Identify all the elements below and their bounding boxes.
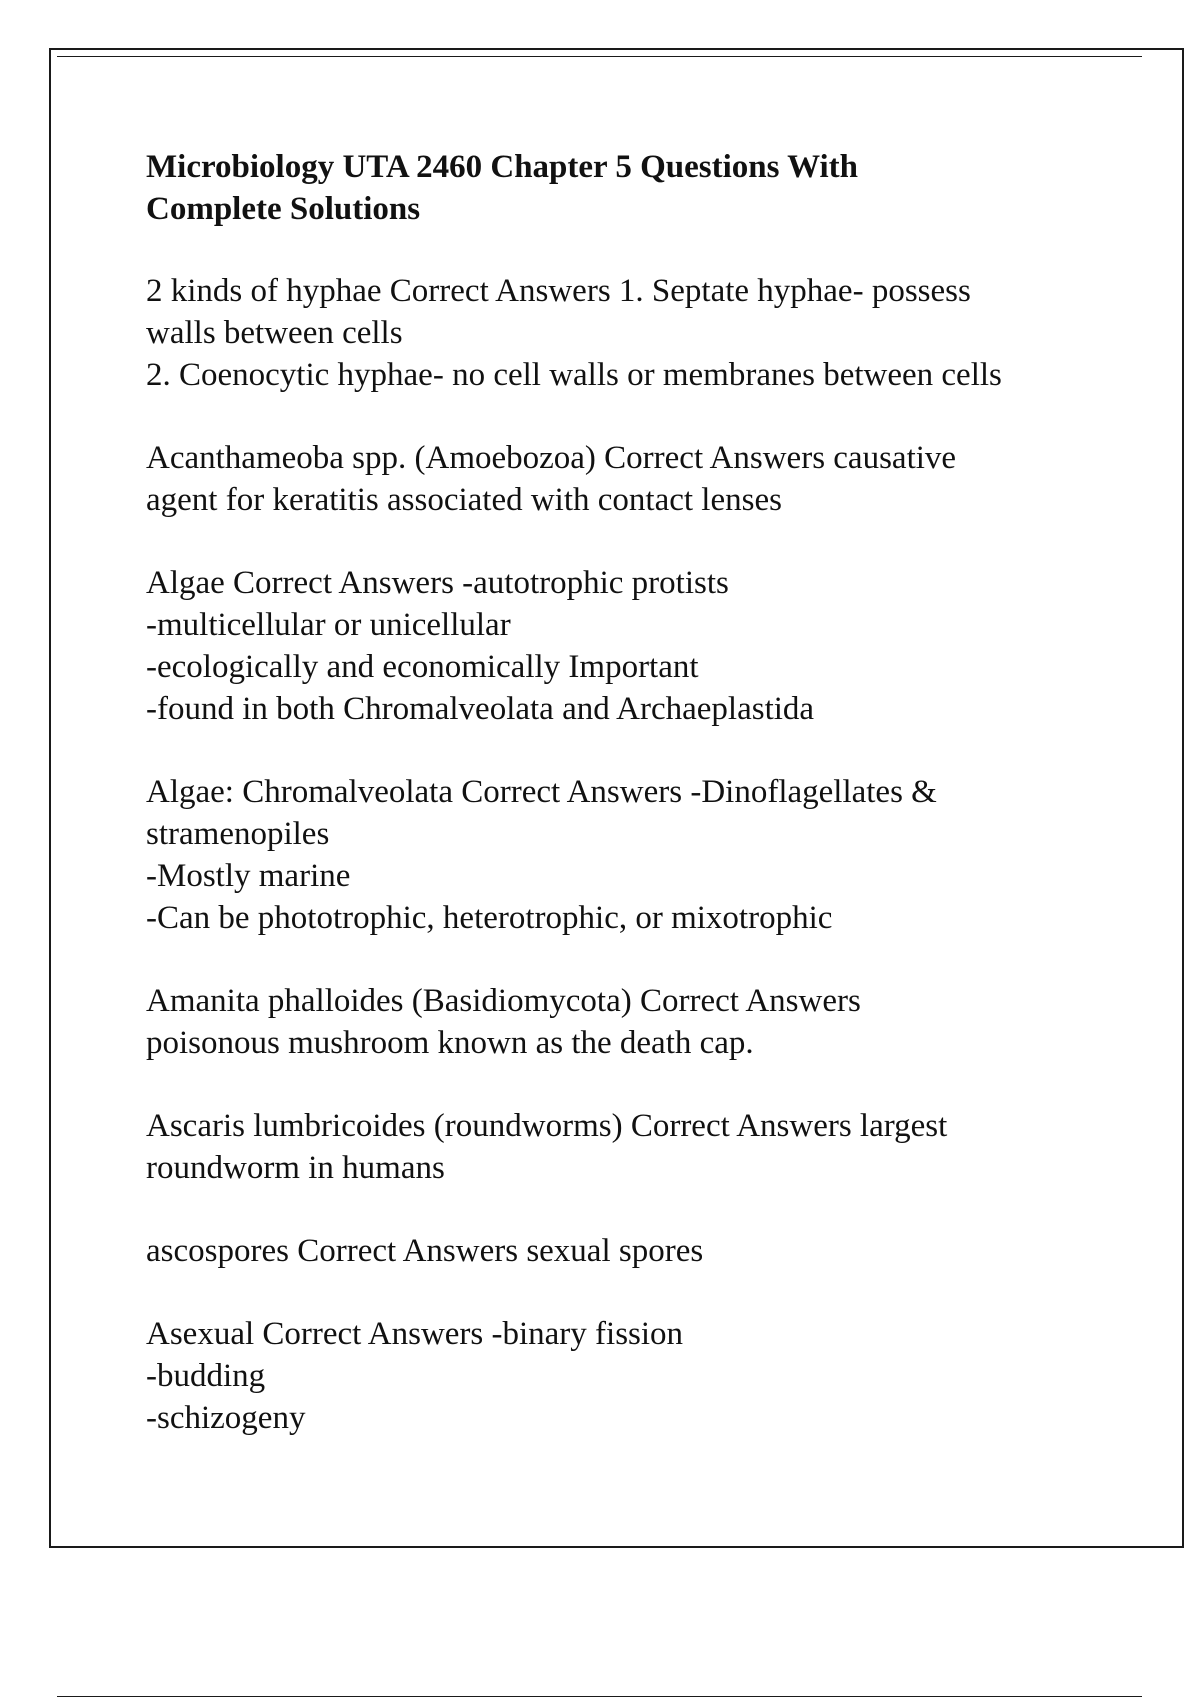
bottom-divider bbox=[57, 1696, 1142, 1697]
document-title: Microbiology UTA 2460 Chapter 5 Questions With Complete Solutions bbox=[146, 149, 859, 227]
qa-entry-hyphae: 2 kinds of hyphae Correct Answers 1. Septate hyphae- possess walls between cells 2. Coenocytic hyphae- no cell walls or membranes between cells bbox=[146, 273, 1002, 393]
qa-entry-ascaris: Ascaris lumbricoides (roundworms) Correct Answers largest roundworm in humans bbox=[146, 1108, 948, 1186]
qa-entry-acanthameoba: Acanthameoba spp. (Amoebozoa) Correct Answers causative agent for keratitis associated with contact lenses bbox=[146, 440, 957, 518]
qa-entry-algae-chromalveolata: Algae: Chromalveolata Correct Answers -Dinoflagellates & stramenopiles -Mostly marine -Can be phototrophic, heterotrophic, or mixotrophic bbox=[146, 774, 937, 936]
top-divider bbox=[57, 56, 1142, 57]
qa-entry-algae: Algae Correct Answers -autotrophic protists -multicellular or unicellular -ecologically and economically Important -found in both Chromalveolata and Archaeplastida bbox=[146, 565, 815, 727]
document-body bbox=[146, 146, 1106, 1480]
qa-entry-asexual: Asexual Correct Answers -binary fission -budding -schizogeny bbox=[146, 1316, 684, 1436]
qa-entry-amanita: Amanita phalloides (Basidiomycota) Correct Answers poisonous mushroom known as the death cap. bbox=[146, 983, 861, 1061]
qa-entry-ascospores: ascospores Correct Answers sexual spores bbox=[146, 1233, 704, 1269]
